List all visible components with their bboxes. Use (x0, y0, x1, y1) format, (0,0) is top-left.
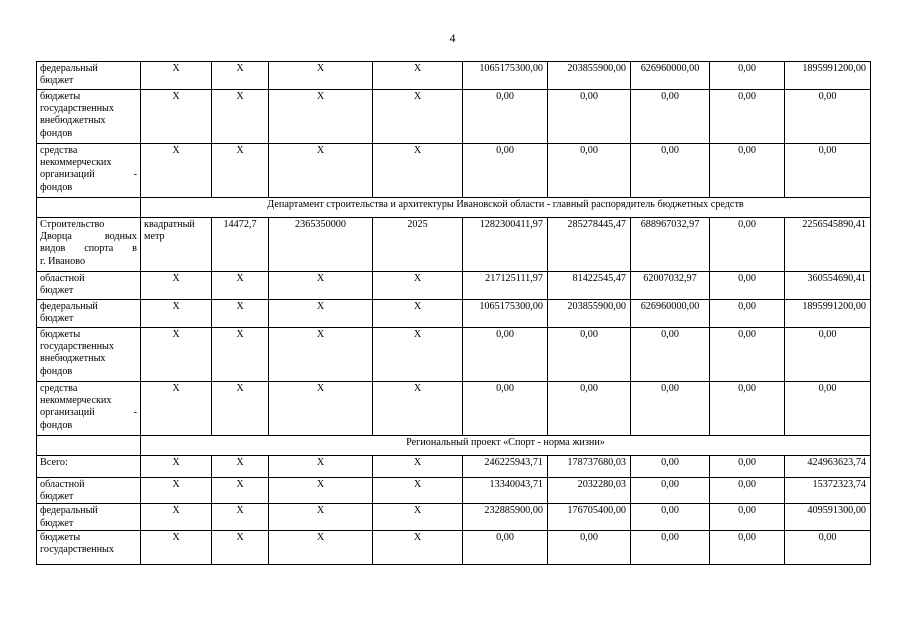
value-cell: Х (269, 328, 373, 382)
amount-cell: 0,00 (710, 478, 785, 504)
unit-cell: Х (141, 144, 212, 198)
value-cell: Х (269, 504, 373, 530)
section-header-row (37, 198, 871, 218)
amount-cell: 0,00 (785, 144, 871, 198)
amount-cell: 203855900,00 (548, 300, 631, 328)
row-name-cell (37, 504, 141, 530)
amount-cell: 0,00 (463, 530, 548, 564)
value-cell: Х (269, 62, 373, 90)
amount-cell: 0,00 (710, 328, 785, 382)
value-cell: Х (373, 144, 463, 198)
row-name-line: государственных (40, 341, 114, 353)
row-name-cell (37, 478, 141, 504)
row-name-line: бюджеты (40, 91, 81, 102)
table-row (37, 300, 871, 328)
amount-cell: 285278445,47 (548, 218, 631, 272)
value-cell: Х (373, 530, 463, 564)
section-blank-cell (37, 436, 141, 456)
row-name-line: г. Иваново (40, 255, 86, 267)
amount-cell: 0,00 (463, 328, 548, 382)
value-cell: Х (373, 90, 463, 144)
table-row (37, 504, 871, 530)
row-name-line: фондов (40, 365, 73, 377)
row-name-line: бюджеты (40, 531, 81, 543)
row-name-line: внебюджетных (40, 115, 106, 127)
unit-cell: Х (141, 300, 212, 328)
value-cell: Х (269, 272, 373, 300)
amount-cell: 0,00 (463, 144, 548, 198)
value-cell: Х (212, 144, 269, 198)
unit-cell: Х (141, 382, 212, 436)
page-number: 4 (449, 31, 456, 45)
amount-cell: 232885900,00 (463, 504, 548, 530)
row-name-cell (37, 328, 141, 382)
row-name-cell (37, 272, 141, 300)
row-name-line: Строительство (40, 219, 105, 230)
amount-cell: 409591300,00 (785, 504, 871, 530)
section-header-row (37, 436, 871, 456)
amount-cell: 1065175300,00 (463, 62, 548, 90)
row-name-line: бюджет (40, 517, 74, 529)
amount-cell: 0,00 (710, 62, 785, 90)
table-row (37, 530, 871, 564)
value-cell: 2025 (373, 218, 463, 272)
row-name-line: некоммерческих (40, 157, 112, 169)
value-cell: Х (269, 478, 373, 504)
value-cell: Х (373, 328, 463, 382)
table-row (37, 144, 871, 198)
row-name-line: государственных (40, 544, 114, 556)
amount-cell: 0,00 (785, 382, 871, 436)
row-name-cell (37, 382, 141, 436)
amount-cell: 62007032,97 (631, 272, 710, 300)
amount-cell: 0,00 (631, 504, 710, 530)
amount-cell: 178737680,03 (548, 456, 631, 478)
table-row (37, 382, 871, 436)
value-cell: Х (269, 300, 373, 328)
unit-cell: квадратный метр (141, 218, 212, 272)
unit-cell: Х (141, 328, 212, 382)
table-row (37, 272, 871, 300)
unit-cell: Х (141, 456, 212, 478)
amount-cell: 0,00 (631, 90, 710, 144)
amount-cell: 176705400,00 (548, 504, 631, 530)
row-name-line: организаций - (40, 169, 137, 181)
row-name-line: бюджет (40, 75, 74, 87)
amount-cell: 0,00 (548, 382, 631, 436)
row-name-line: видов спорта в (40, 243, 137, 255)
table-row (37, 90, 871, 144)
amount-cell: 2032280,03 (548, 478, 631, 504)
value-cell: Х (212, 272, 269, 300)
amount-cell: 1065175300,00 (463, 300, 548, 328)
amount-cell: 81422545,47 (548, 272, 631, 300)
amount-cell: 0,00 (548, 90, 631, 144)
value-cell: Х (212, 62, 269, 90)
row-name-line: федеральный (40, 505, 98, 517)
row-name-cell (37, 90, 141, 144)
value-cell: Х (269, 144, 373, 198)
table-row (37, 478, 871, 504)
amount-cell: 0,00 (463, 90, 548, 144)
amount-cell: 688967032,97 (631, 218, 710, 272)
row-name-line: бюджет (40, 313, 74, 325)
value-cell: Х (373, 272, 463, 300)
row-name-line: средства (40, 383, 78, 394)
row-name-line: бюджет (40, 491, 74, 503)
value-cell: Х (269, 456, 373, 478)
amount-cell: 0,00 (631, 144, 710, 198)
amount-cell: 1895991200,00 (785, 62, 871, 90)
amount-cell: 0,00 (710, 300, 785, 328)
unit-cell: Х (141, 272, 212, 300)
section-title: Региональный проект «Спорт - норма жизни» (141, 436, 871, 456)
amount-cell: 0,00 (710, 530, 785, 564)
amount-cell: 424963623,74 (785, 456, 871, 478)
amount-cell: 1895991200,00 (785, 300, 871, 328)
amount-cell: 0,00 (631, 382, 710, 436)
amount-cell: 0,00 (548, 144, 631, 198)
value-cell: 2365350000 (269, 218, 373, 272)
amount-cell: 0,00 (631, 456, 710, 478)
value-cell: 14472,7 (212, 218, 269, 272)
table-row (37, 328, 871, 382)
value-cell: Х (212, 478, 269, 504)
amount-cell: 15372323,74 (785, 478, 871, 504)
row-name-line: федеральный (40, 63, 98, 74)
row-name-cell (37, 300, 141, 328)
amount-cell: 0,00 (785, 328, 871, 382)
value-cell: Х (212, 530, 269, 564)
amount-cell: 626960000,00 (631, 62, 710, 90)
unit-cell: Х (141, 504, 212, 530)
amount-cell: 1282300411,97 (463, 218, 548, 272)
value-cell: Х (373, 456, 463, 478)
row-name-cell (37, 456, 141, 478)
unit-cell: Х (141, 530, 212, 564)
amount-cell: 2256545890,41 (785, 218, 871, 272)
unit-cell: Х (141, 478, 212, 504)
value-cell: Х (212, 382, 269, 436)
table-body (37, 62, 871, 565)
row-name-line: областной (40, 479, 85, 490)
table-row (37, 62, 871, 90)
amount-cell: 0,00 (710, 90, 785, 144)
value-cell: Х (212, 504, 269, 530)
row-name-line: фондов (40, 127, 73, 139)
unit-cell: Х (141, 62, 212, 90)
amount-cell: 0,00 (631, 328, 710, 382)
row-name-line: бюджет (40, 285, 74, 297)
amount-cell: 217125111,97 (463, 272, 548, 300)
row-name-line: федеральный (40, 301, 98, 312)
amount-cell: 0,00 (463, 382, 548, 436)
value-cell: Х (269, 90, 373, 144)
amount-cell: 0,00 (548, 328, 631, 382)
value-cell: Х (373, 62, 463, 90)
amount-cell: 0,00 (710, 504, 785, 530)
row-name-cell (37, 62, 141, 90)
amount-cell: 203855900,00 (548, 62, 631, 90)
value-cell: Х (269, 382, 373, 436)
amount-cell: 0,00 (785, 530, 871, 564)
amount-cell: 0,00 (710, 456, 785, 478)
amount-cell: 626960000,00 (631, 300, 710, 328)
amount-cell: 0,00 (631, 478, 710, 504)
amount-cell: 0,00 (631, 530, 710, 564)
budget-table (36, 61, 871, 565)
value-cell: Х (373, 504, 463, 530)
row-name-line: фондов (40, 419, 73, 431)
row-name-line: Дворца водных (40, 231, 137, 243)
row-name-line: бюджеты (40, 329, 81, 340)
row-name-line: областной (40, 273, 85, 284)
row-name-line: фондов (40, 181, 73, 193)
amount-cell: 13340043,71 (463, 478, 548, 504)
amount-cell: 0,00 (710, 144, 785, 198)
section-blank-cell (37, 198, 141, 218)
amount-cell: 246225943,71 (463, 456, 548, 478)
row-name-line: Всего: (40, 457, 68, 468)
row-name-line: организаций - (40, 407, 137, 419)
table-row (37, 456, 871, 478)
value-cell: Х (373, 478, 463, 504)
value-cell: Х (212, 300, 269, 328)
amount-cell: 0,00 (710, 272, 785, 300)
section-title: Департамент строительства и архитектуры Ивановской области - главный распорядитель бюджетных средств (141, 198, 871, 218)
unit-cell: Х (141, 90, 212, 144)
amount-cell: 360554690,41 (785, 272, 871, 300)
value-cell: Х (212, 90, 269, 144)
amount-cell: 0,00 (548, 530, 631, 564)
row-name-line: внебюджетных (40, 353, 106, 365)
row-name-line: государственных (40, 103, 114, 115)
value-cell: Х (212, 456, 269, 478)
table-row (37, 218, 871, 272)
value-cell: Х (212, 328, 269, 382)
amount-cell: 0,00 (785, 90, 871, 144)
amount-cell: 0,00 (710, 382, 785, 436)
row-name-cell (37, 144, 141, 198)
row-name-line: некоммерческих (40, 395, 112, 407)
value-cell: Х (269, 530, 373, 564)
amount-cell: 0,00 (710, 218, 785, 272)
value-cell: Х (373, 300, 463, 328)
row-name-line: средства (40, 145, 78, 156)
row-name-cell (37, 530, 141, 564)
row-name-cell (37, 218, 141, 272)
value-cell: Х (373, 382, 463, 436)
